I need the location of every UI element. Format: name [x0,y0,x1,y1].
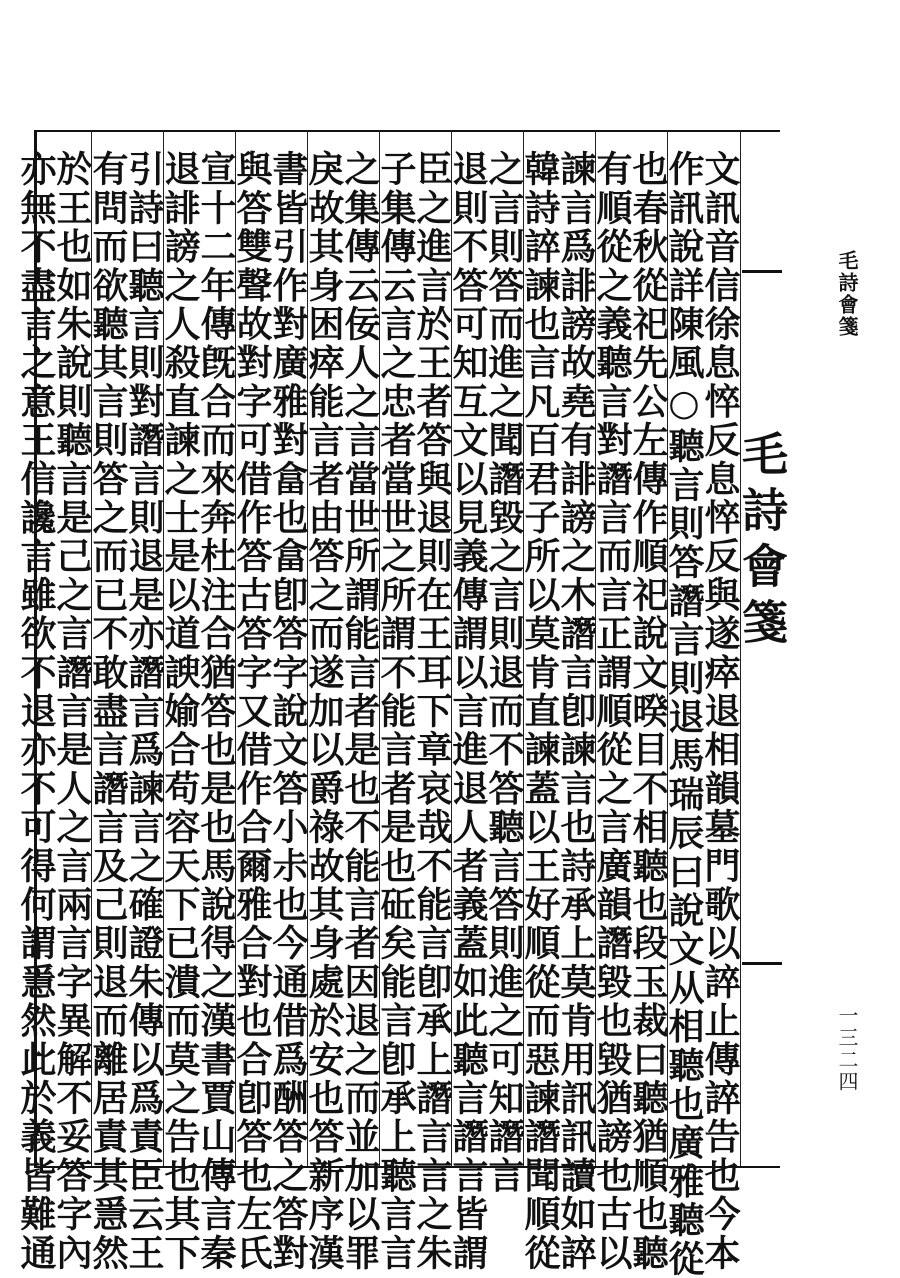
text-column: 退則不答可知互文以見義傳謂以言進退人者義蓋如此聽言譖言皆謂 [447,150,489,1273]
text-column: 戾故其身困瘁能言者由答之而遂加以爵祿故其身處於安也答新序漢 [303,150,345,1273]
column-rule [667,130,668,1166]
text-column: 引詩曰聽言則對譖言則退是亦譖言爲諫言之確證朱傳以爲責臣云王 [123,150,165,1273]
column-rule [235,130,236,1166]
text-column: 宣十二年傳旣合而來奔杜注合猶答也是也馬說得之漢書賈山傳言秦 [195,150,237,1273]
column-rule [451,130,452,1166]
column-rule [307,130,308,1166]
header-banner [735,130,789,1164]
text-column: 臣之進言於王者答與退則在王耳下章哀哉不能言卽承上譖言言之朱 [411,150,453,1273]
text-column: 有順從之義聽言對譖言而言正謂順從之言廣韻譖毀也毀猶謗也古以 [591,150,633,1273]
column-rule [379,130,380,1166]
text-column: 於王也如朱說則聽言是己之言譖言是人之言兩言字異解不妥答字內 [51,150,93,1273]
text-column: 有問而欲聽其言則答之而已不敢盡言譖言及己則退而離居責其㥯然 [87,150,129,1273]
page-number: 一三二四 [835,1005,859,1093]
banner-bar-top [742,270,782,273]
text-column: 作訊說詳陳風○聽言則答譖言則退馬瑞辰曰說文从相聽也廣雅聽從 [663,150,705,1278]
banner-title: 毛詩會箋 [735,430,789,654]
text-column: 亦無不盡言之意王信讒言雖欲不退亦不可得何謂㥯然此於義皆難通 [15,150,57,1273]
text-column: 書皆引作對廣雅對畣也畣卽答字說文答小尗也今通借爲酬答之答對 [267,150,309,1273]
text-column: 與答雙聲故對字可借作答古答字又借作合爾雅合對也合卽答也左氏 [231,150,273,1273]
text-column: 之言則答而進之聞譖毀之言則退而不答聽言答則進之可知譖言 [483,150,525,1195]
text-column: 之集傳云佞人之言當世所謂能言者是也不能言者因退之而並加以罪 [339,150,381,1273]
text-column: 退誹謗之人殺直諫之士是以道諛媮合苟容天下已潰而莫之告也其下 [159,150,201,1273]
column-rule [595,130,596,1166]
side-book-title: 毛詩會箋 [835,250,859,338]
text-column: 諫言爲誹謗故堯有誹謗之木譖言卽諫言也詩承上莫肯用訊訊讀如誶 [555,150,597,1273]
banner-bar-bottom [742,962,782,965]
text-column: 子集傳云言之忠者當世之所謂不能言者是也䂡矣能言卽承上聽言言 [375,150,417,1273]
column-rule [740,130,741,1166]
text-column: 也春秋從祀先公左傳作順祀說文暌目不相聽也段玉裁曰聽猶順也聽 [627,150,669,1273]
column-rule [91,130,92,1166]
text-column: 韓詩誶諫也言凡百君子所以莫肯直諫蓋以王好順從而惡諫譖聞順從 [519,150,561,1273]
column-rule [163,130,164,1166]
text-column: 文訊音信徐息悴反息悴反與遂瘁退相韻墓門歌以誶止傳誶告也今本 [699,150,741,1273]
column-rule [523,130,524,1166]
